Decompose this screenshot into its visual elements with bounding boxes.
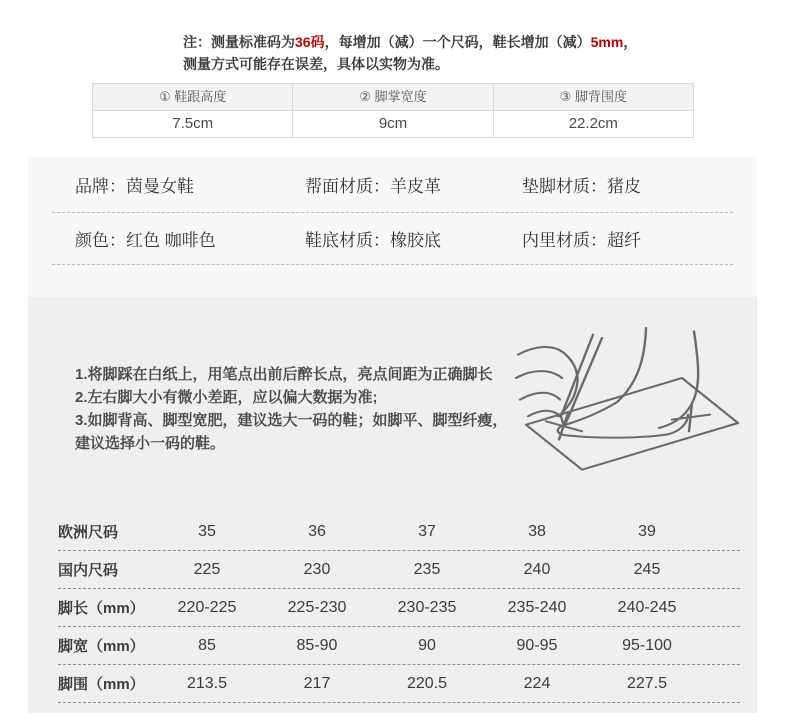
size-value-cell: 85 [198,636,216,654]
size-row-label: 国内尺码 [58,562,119,579]
note-text: ， [623,34,638,50]
attr-color: 颜色：红色 咖啡色 [75,231,216,250]
size-value-cell: 38 [528,522,546,540]
size-value-cell: 224 [523,674,551,692]
attr-lining-material: 内里材质：超纤 [522,231,641,250]
size-value-cell: 227.5 [626,674,668,692]
measure-and-size-card [28,297,757,713]
size-row-label: 脚宽（mm） [58,638,145,655]
size-row-foot-girth [58,665,740,703]
size-value-cell: 230-235 [397,598,457,616]
foot-measuring-illustration [496,323,746,473]
size-code-highlight: 36码 [295,34,325,50]
size-value-cell: 245 [633,560,661,578]
size-value-cell: 217 [303,674,331,692]
product-attributes-card [28,157,757,297]
measure-step-3: 3.如脚背高、脚型宽肥，建议选大一码的鞋；如脚平、脚型纤瘦， [75,412,508,429]
spec-value-instep-girth: 22.2cm [568,115,618,132]
size-value-cell: 230 [303,560,331,578]
spec-value-foot-width: 9cm [293,111,493,137]
attribute-row-1 [52,157,733,213]
size-row-label: 脚长（mm） [58,600,145,617]
size-value-cell: 240 [523,560,551,578]
length-increment-highlight: 5mm [590,34,624,50]
spec-value-row [93,111,693,137]
shoe-spec-table [92,83,694,138]
hand [520,393,560,400]
size-value-cell: 240-245 [617,598,677,616]
size-value-cell: 36 [308,522,326,540]
size-row-label: 欧洲尺码 [58,524,119,541]
size-value-cell: 90 [418,636,436,654]
size-row-foot-length [58,589,740,627]
spec-value-heel-height: 7.5cm [93,111,293,137]
size-row-cn [58,551,740,589]
measure-step-3b: 建议选择小一码的鞋。 [75,435,226,452]
size-value-cell: 235-240 [507,598,567,616]
size-row-label: 脚围（mm） [58,676,145,693]
size-row-eu [58,513,740,551]
size-value-cell: 37 [418,522,436,540]
measurement-note [183,31,653,75]
size-value-cell: 85-90 [296,636,338,654]
foot-outline [558,415,688,438]
attribute-row-2 [52,213,733,265]
measure-step-1: 1.将脚踩在白纸上，用笔点出前后醉长点，亮点间距为正确脚长 [75,366,493,383]
size-value-cell: 213.5 [186,674,228,692]
size-chart-table [28,513,757,703]
note-text-line2: 测量方式可能存在误差，具体以实物为准。 [183,56,449,72]
attr-sole-material: 鞋底材质：橡胶底 [305,231,441,250]
spec-header-heel-height: ① 鞋跟高度 [93,84,293,110]
size-value-cell: 225 [193,560,221,578]
attr-insole-material: 垫脚材质：猪皮 [522,177,641,196]
size-value-cell: 90-95 [516,636,558,654]
note-text: ，每增加（减）一个尺码，鞋长增加（减） [324,34,591,50]
note-text: 注：测量标准码为 [183,34,295,50]
spec-header-row [93,84,693,111]
spec-header-foot-width: ② 脚掌宽度 [293,84,493,110]
attr-brand: 品牌：茵曼女鞋 [75,177,194,196]
spec-header-instep-girth: ③ 脚背围度 [559,89,627,104]
measure-step-2: 2.左右脚大小有微小差距，应以偏大数据为准; [75,389,378,406]
size-value-cell: 35 [198,522,216,540]
heel-mark [672,403,710,431]
size-value-cell: 220.5 [406,674,448,692]
measuring-instructions [75,363,545,455]
size-row-foot-width [58,627,740,665]
size-value-cell: 225-230 [287,598,347,616]
size-value-cell: 220-225 [177,598,237,616]
size-value-cell: 95-100 [622,636,672,654]
hand [516,371,562,378]
hand [518,347,564,355]
attr-upper-material: 帮面材质：羊皮革 [305,177,441,196]
size-value-cell: 235 [413,560,441,578]
size-value-cell: 39 [638,522,656,540]
